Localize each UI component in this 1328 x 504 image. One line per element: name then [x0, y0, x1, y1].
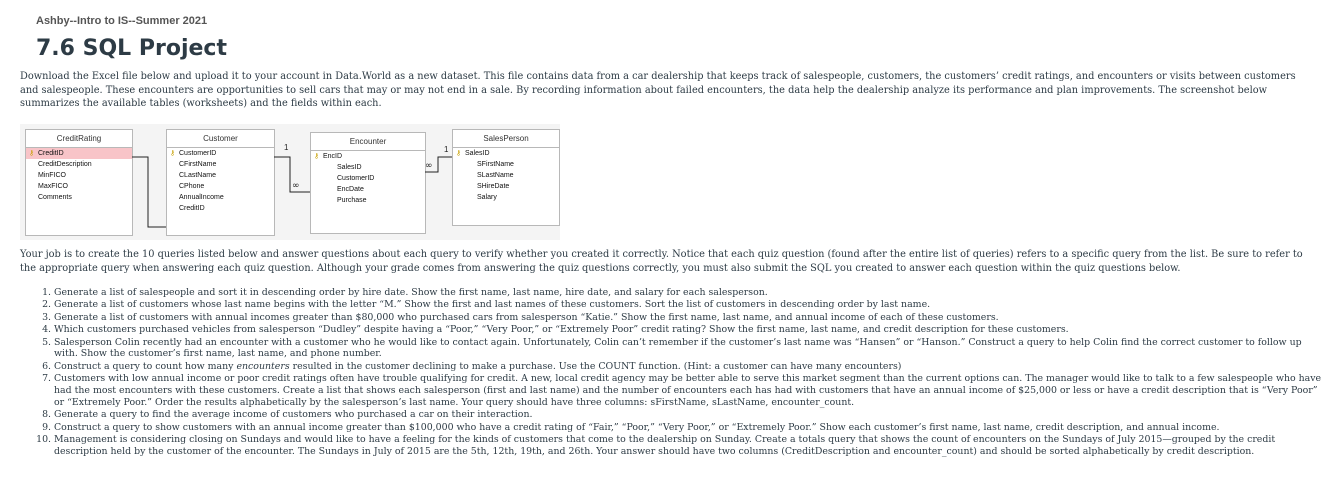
query-emphasis: encounters — [236, 360, 290, 372]
field-label: AnnualIncome — [179, 194, 224, 201]
field-label: Comments — [38, 194, 72, 201]
rel-many-label: ∞ — [292, 181, 300, 191]
field-label: Purchase — [337, 197, 367, 204]
table-header: Encounter — [311, 133, 425, 151]
list-item — [54, 361, 1324, 373]
key-icon: ⚷ — [29, 150, 35, 157]
field-label: CreditID — [38, 150, 64, 157]
field-label: CFirstName — [179, 161, 217, 168]
field-label: MinFICO — [38, 172, 66, 179]
list-item: 3. Generate a list of customers with annual incomes greater than $80,000 who purchased cars from salesperson “Katie.” Show the first name, last name, and annual income of each of these customers. — [54, 312, 1324, 324]
field-label: SalesID — [337, 164, 362, 171]
field-label: CreditID — [179, 205, 205, 212]
field-label: SalesID — [465, 150, 490, 157]
field-label: CreditDescription — [38, 161, 92, 168]
table-diagram — [20, 124, 560, 240]
key-icon: ⚷ — [170, 150, 176, 157]
query-text: Construct a query to count how many — [54, 360, 237, 372]
list-item: 4. Which customers purchased vehicles from salesperson “Dudley” despite having a “Poor,” “Very Poor,” or “Extremely Poor” credit rating? Show the first name, last name, and credit description for these customers. — [54, 324, 1324, 336]
key-icon: ⚷ — [314, 153, 320, 160]
list-item: 10. Management is considering closing on Sundays and would like to have a feeling for the kinds of customers that come to the dealership on Sunday. Create a totals query that shows the count of encounters on the Sundays of July 2015—grouped by the credit description held by the customer of the encounter. The Sundays in July of 2015 are the 5th, 12th, 19th, and 26th. Your answer should have two columns (CreditDescription and encounter_count) and should be sorted alphabetically by credit description. — [54, 434, 1324, 458]
query-list — [20, 287, 1324, 458]
table-header: SalesPerson — [453, 130, 559, 148]
rel-one-label: 1 — [444, 145, 449, 154]
field-label: EncID — [323, 153, 343, 160]
list-item: 1. Generate a list of salespeople and sort it in descending order by hire date. Show the first name, last name, hire date, and salary for each salesperson. — [54, 287, 1324, 299]
field-label: SHireDate — [477, 183, 510, 190]
rel-one-label: 1 — [284, 143, 289, 152]
list-item: 5. Salesperson Colin recently had an encounter with a customer who he would like to contact again. Unfortunately, Colin can’t remember if the customer’s last name was “Hansen” or “Hanson.” Construct a query to help Colin find the correct customer to follow up with. Show the customer’s first name, last name, and phone number. — [54, 337, 1324, 361]
field-label: SFirstName — [477, 161, 514, 168]
page-title: 7.6 SQL Project — [36, 36, 227, 61]
table-header: Customer — [167, 130, 274, 148]
intro-paragraph: Download the Excel file below and upload it to your account in Data.World as a new dataset. This file contains data from a car dealership that keeps track of salespeople, customers, the customers’ credit ratings, and encounters or visits between customers and salespeople. These encounters are opportunities to sell cars that may or may not end in a sale. By recording information about failed encounters, the data help the dealership analyze its performance and plan improvements. The screenshot below summarizes the available tables (worksheets) and the fields within each. — [20, 71, 1296, 109]
list-item: 2. Generate a list of customers whose last name begins with the letter “M.” Show the first and last names of these customers. Sort the list of customers in descending order by last name. — [54, 299, 1324, 311]
rel-many-label: ∞ — [425, 161, 433, 171]
list-item: 8. Generate a query to find the average income of customers who purchased a car on their interaction. — [54, 409, 1324, 421]
list-item: 7. Customers with low annual income or poor credit ratings often have trouble qualifying for credit. A new, local credit agency may be better able to serve this market segment than the current options can. The manager would like to talk to a few salespeople who have had the most encounters with these customers. Create a list that shows each salesperson (first and last name) and the number of encounters each has had with customers that have an annual income of $25,000 or less or have a credit description that is “Very Poor” or “Extremely Poor.” Order the results alphabetically by the salesperson’s last name. Your query should have three columns: sFirstName, sLastName, encounter_count. — [54, 373, 1324, 408]
job-paragraph: Your job is to create the 10 queries listed below and answer questions about each query to verify whether you created it correctly. Notice that each quiz question (found after the entire list of queries) refers to a specific query from the list. Be sure to refer to the appropriate query when answering each quiz question. Although your grade comes from answering the quiz questions correctly, you must also submit the SQL you created to answer each question within the quiz questions below. — [20, 249, 1303, 274]
table-header: CreditRating — [26, 130, 132, 148]
field-label: CLastName — [179, 172, 216, 179]
field-label: EncDate — [337, 186, 364, 193]
relationship-creditrating-customer — [132, 157, 166, 227]
list-item: 9. Construct a query to show customers with an annual income greater than $100,000 who have a credit rating of “Fair,” “Poor,” “Very Poor,” or “Extremely Poor.” Show each customer’s first name, last name, credit description, and annual income. — [54, 422, 1324, 434]
field-label: CustomerID — [337, 175, 375, 182]
field-label: SLastName — [477, 172, 514, 179]
field-label: MaxFICO — [38, 183, 68, 190]
field-label: CustomerID — [179, 150, 217, 157]
field-label: Salary — [477, 194, 497, 201]
course-breadcrumb[interactable]: Ashby--Intro to IS--Summer 2021 — [36, 15, 208, 27]
key-icon: ⚷ — [456, 150, 462, 157]
field-label: CPhone — [179, 183, 205, 190]
query-text: resulted in the customer declining to make a purchase. Use the COUNT function. (Hint: a customer can have many encounters) — [289, 360, 902, 372]
relationship-lines — [20, 124, 560, 240]
